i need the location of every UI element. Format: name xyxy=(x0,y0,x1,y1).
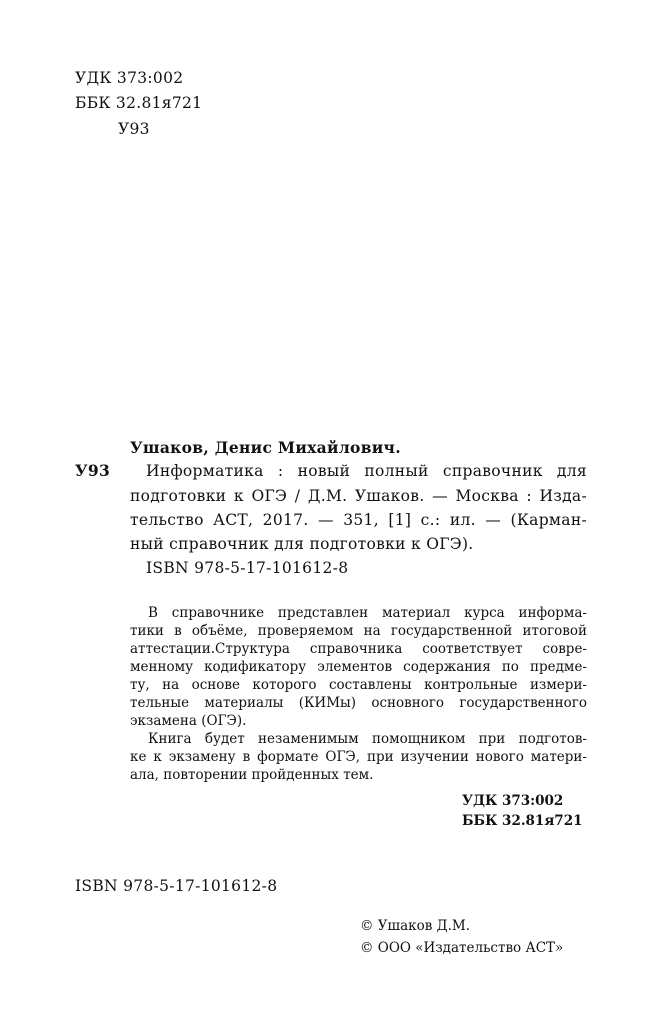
catalog-isbn: ISBN 978-5-17-101612-8 xyxy=(146,559,349,577)
abstract-line: ке к экзамену в формате ОГЭ, при изучении нового матери- xyxy=(130,749,587,765)
bbk-code-top: ББК 32.81я721 xyxy=(75,94,203,112)
author-sign: У93 xyxy=(75,461,111,480)
abstract-line: ала, повторении пройденных тем. xyxy=(130,767,374,783)
author-heading: Ушаков, Денис Михайлович. xyxy=(130,438,401,457)
bbk-code-bottom: ББК 32.81я721 xyxy=(462,813,583,829)
abstract-line: экзамена (ОГЭ). xyxy=(130,713,247,729)
abstract-line: тики в объёме, проверяемом на государственной итоговой xyxy=(130,623,587,639)
abstract-line: В справочнике представлен материал курса информа- xyxy=(148,605,587,621)
catalog-line: Информатика : новый полный справочник для xyxy=(146,462,587,480)
udk-code-bottom: УДК 373:002 xyxy=(462,793,564,809)
abstract-line: Книга будет незаменимым помощником при подготов- xyxy=(148,731,587,747)
isbn: ISBN 978-5-17-101612-8 xyxy=(75,877,278,895)
abstract-line: аттестации.Структура справочника соответствует совре- xyxy=(130,641,587,657)
catalog-line: ный справочник для подготовки к ОГЭ). xyxy=(130,535,474,553)
abstract-line: менному кодификатору элементов содержания по предме- xyxy=(130,659,587,675)
catalog-line: подготовки к ОГЭ / Д.М. Ушаков. — Москва : Изда- xyxy=(130,487,587,505)
copyright-publisher: © ООО «Издательство АСТ» xyxy=(360,940,564,956)
abstract-line: тельные материалы (КИМы) основного государственного xyxy=(130,695,587,711)
abstract-line: ту, на основе которого составлены контрольные измери- xyxy=(130,677,587,693)
copyright-author: © Ушаков Д.М. xyxy=(360,918,470,934)
catalog-line: тельство АСТ, 2017. — 351, [1] с.: ил. — (Карман- xyxy=(130,511,587,529)
udk-code-top: УДК 373:002 xyxy=(75,69,184,87)
author-sign-top: У93 xyxy=(118,120,150,138)
